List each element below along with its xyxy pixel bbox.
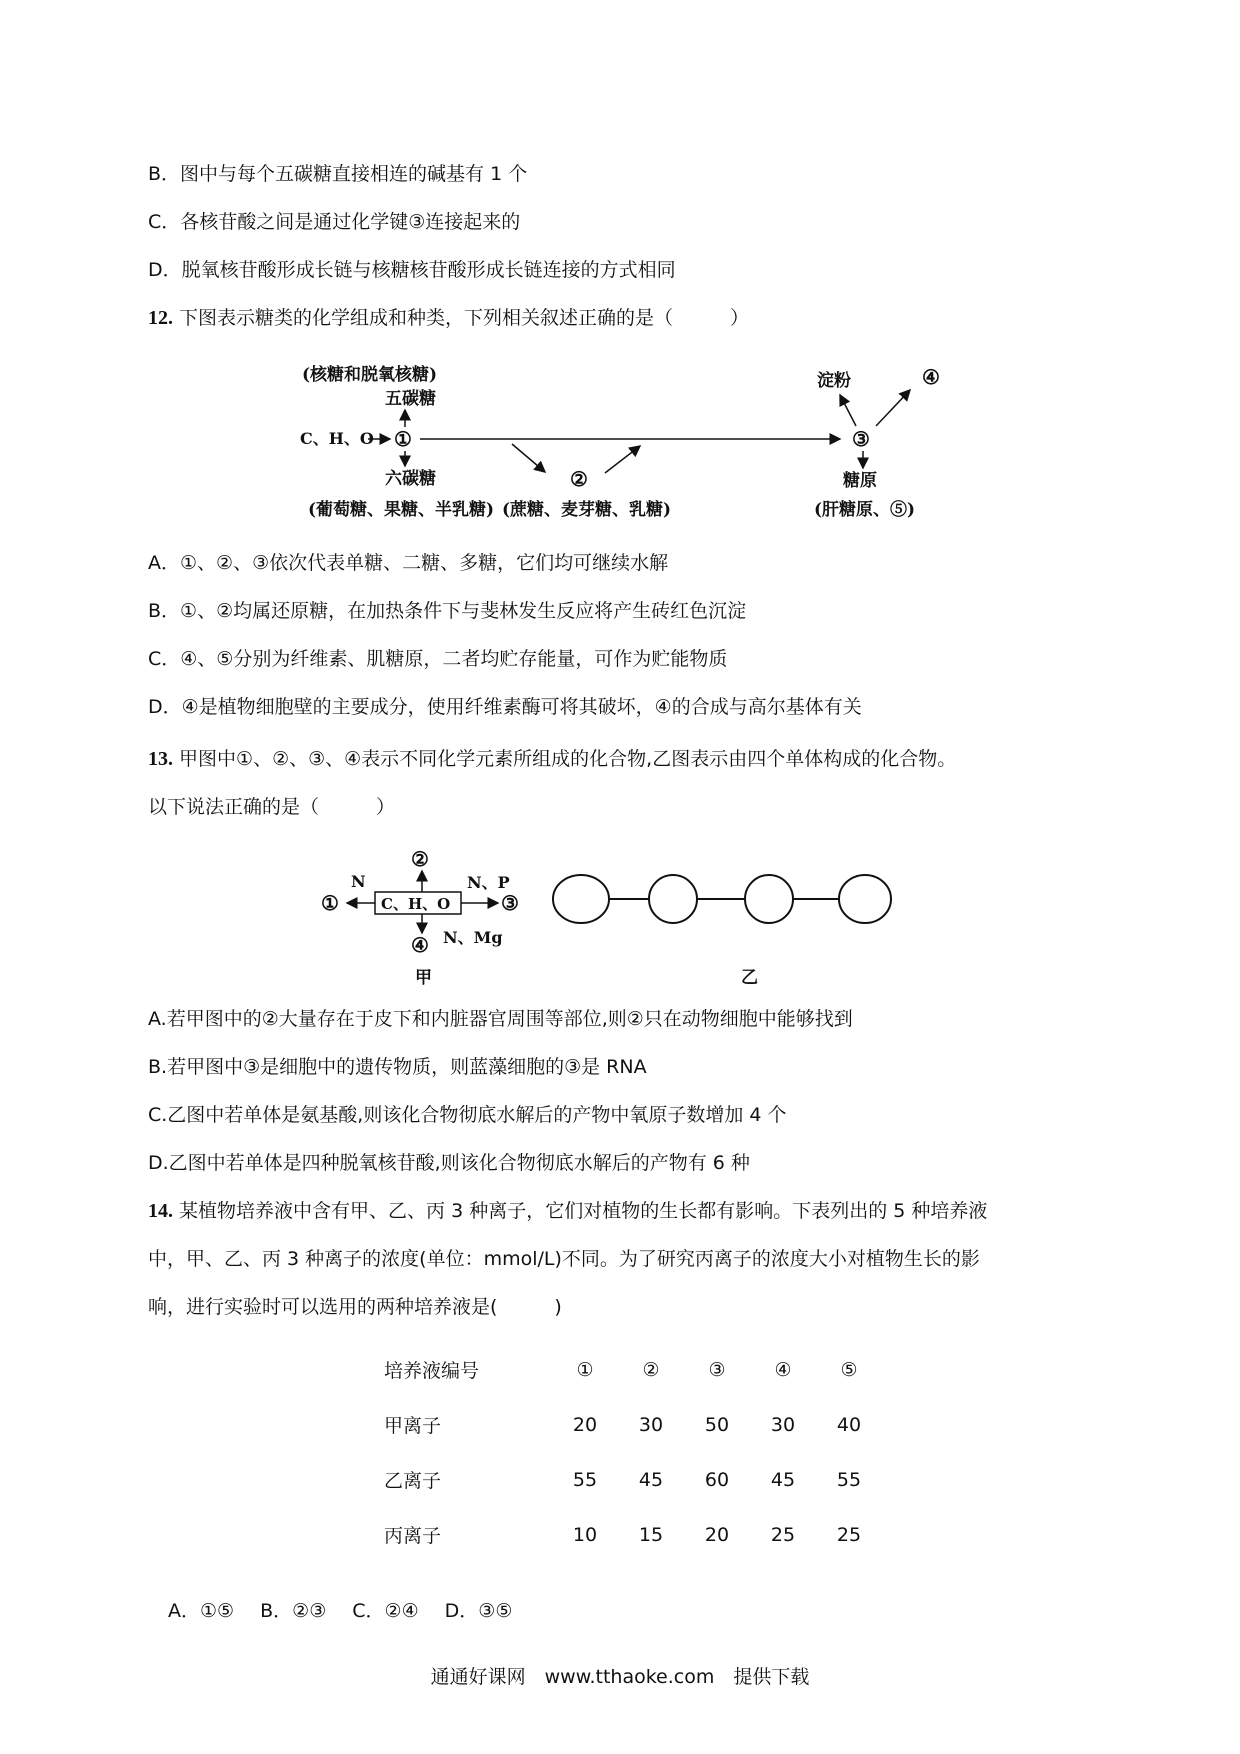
arrow-to-2 [512,444,545,472]
jia-circle-4: ④ [411,933,429,957]
q11-option-c: C．各核苷酸之间是通过化学键③连接起来的 [148,211,521,233]
table-row [372,1507,882,1562]
q14-stem [148,1198,987,1224]
monomer-1 [553,875,609,923]
q11-option-d: D．脱氧核苷酸形成长链与核糖核苷酸形成长链连接的方式相同 [148,259,676,281]
yi-caption: 乙 [741,968,758,988]
table-header-cell: 培养液编号 [384,1360,480,1382]
table-cell: 55 [572,1468,598,1491]
page-footer: 通通好课网 www.tthaoke.com 提供下载 [430,1666,810,1688]
pentose-examples: (核糖和脱氧核糖) [302,365,438,385]
table-cell: 20 [704,1523,730,1546]
table-cell: 45 [770,1468,796,1491]
table-cell: 10 [572,1523,598,1546]
table-cell: 55 [836,1468,862,1491]
q14-number: 14. [148,1200,173,1222]
hexose-examples: (葡萄糖、果糖、半乳糖) [308,500,495,520]
q13-option-a: A.若甲图中的②大量存在于皮下和内脏器官周围等部位,则②只在动物细胞中能够找到 [148,1008,853,1030]
monomer-chain [553,875,891,923]
table-row-label: 乙离子 [384,1470,442,1492]
table-cell: 60 [704,1468,730,1491]
q14-stem-cont-1: 中，甲、乙、丙 3 种离子的浓度(单位：mmol/L)不同。为了研究丙离子的浓度大小对植物生长的影 [148,1248,980,1270]
q12-stem [148,305,749,331]
table-cell: 30 [638,1413,664,1436]
table-header-cell: ③ [708,1358,726,1381]
monomer-2 [649,875,697,923]
q14-option-a: A．①⑤ [168,1600,235,1622]
table-cell: 45 [638,1468,664,1491]
table-header-row [372,1342,882,1397]
table-header-cell: ① [576,1358,594,1381]
circle-4: ④ [922,365,940,389]
table-cell: 25 [770,1523,796,1546]
q14-option-c: C．②④ [352,1600,419,1622]
table-row-label: 甲离子 [384,1415,442,1437]
q13-number: 13. [148,748,173,770]
table-header-cell: ② [642,1358,660,1381]
np-label: N、P [467,873,510,892]
n-left-label: N [351,872,366,891]
cho-label: C、H、O [300,429,374,448]
q12-text: 下图表示糖类的化学组成和种类，下列相关叙述正确的是（ ） [179,307,750,329]
jia-circle-2: ② [411,847,429,871]
circle-3: ③ [852,427,870,451]
table-cell: 30 [770,1413,796,1436]
ion-concentration-table [372,1342,882,1562]
disaccharide-examples: (蔗糖、麦芽糖、乳糖) [502,500,672,520]
jia-caption: 甲 [415,968,432,988]
q12-option-a: A．①、②、③依次代表单糖、二糖、多糖，它们均可继续水解 [148,552,669,574]
table-cell: 50 [704,1413,730,1436]
q13-option-c: C.乙图中若单体是氨基酸,则该化合物彻底水解后的产物中氧原子数增加 4 个 [148,1104,787,1126]
q13-option-d: D.乙图中若单体是四种脱氧核苷酸,则该化合物彻底水解后的产物有 6 种 [148,1152,750,1174]
q13-stem-cont: 以下说法正确的是（ ） [148,796,396,818]
table-cell: 20 [572,1413,598,1436]
table-cell: 40 [836,1413,862,1436]
q14-option-b: B．②③ [260,1600,327,1622]
hexose-label: 六碳糖 [385,469,436,489]
table-cell: 15 [638,1523,664,1546]
q12-option-b: B．①、②均属还原糖，在加热条件下与斐林发生反应将产生砖红色沉淀 [148,600,747,622]
q14-option-d: D．③⑤ [444,1600,513,1622]
table-header-cell: ④ [774,1358,792,1381]
table-cell: 25 [836,1523,862,1546]
q13-stem [148,746,956,772]
q14-answer-options [168,1596,532,1623]
table-row [372,1452,882,1507]
monomer-3 [745,875,793,923]
q13-text: 甲图中①、②、③、④表示不同化学元素所组成的化合物,乙图表示由四个单体构成的化合物。 [179,748,957,770]
table-row-label: 丙离子 [384,1525,442,1547]
jia-circle-1: ① [321,891,339,915]
q12-option-d: D．④是植物细胞壁的主要成分，使用纤维素酶可将其破坏，④的合成与高尔基体有关 [148,696,862,718]
glycogen-label: 糖原 [843,471,877,491]
pentose-label: 五碳糖 [385,389,436,409]
circle-1: ① [394,427,412,451]
circle-2: ② [570,467,588,491]
q12-number: 12. [148,307,173,329]
q12-option-c: C．④、⑤分别为纤维素、肌糖原，二者均贮存能量，可作为贮能物质 [148,648,728,670]
table-row [372,1397,882,1452]
q13-option-b: B.若甲图中③是细胞中的遗传物质，则蓝藻细胞的③是 RNA [148,1056,647,1078]
arrow-2-out [605,446,640,473]
cho-box-label: C、H、O [381,895,451,913]
sugar-classification-diagram [290,360,970,525]
q14-stem-cont-2: 响，进行实验时可以选用的两种培养液是( ) [148,1296,562,1318]
jia-circle-3: ③ [501,891,519,915]
arrow-3-to-4 [876,390,910,426]
table-header-cell: ⑤ [840,1358,858,1381]
q11-option-b: B．图中与每个五碳糖直接相连的碱基有 1 个 [148,163,528,185]
nmg-label: N、Mg [443,928,503,947]
q14-text: 某植物培养液中含有甲、乙、丙 3 种离子，它们对植物的生长都有影响。下表列出的 5 种培养液 [179,1200,988,1222]
starch-label: 淀粉 [817,371,851,391]
compound-diagram [315,838,935,988]
arrow-3-to-starch [840,395,856,426]
glycogen-examples: (肝糖原、⑤) [814,500,916,520]
monomer-4 [839,875,891,923]
